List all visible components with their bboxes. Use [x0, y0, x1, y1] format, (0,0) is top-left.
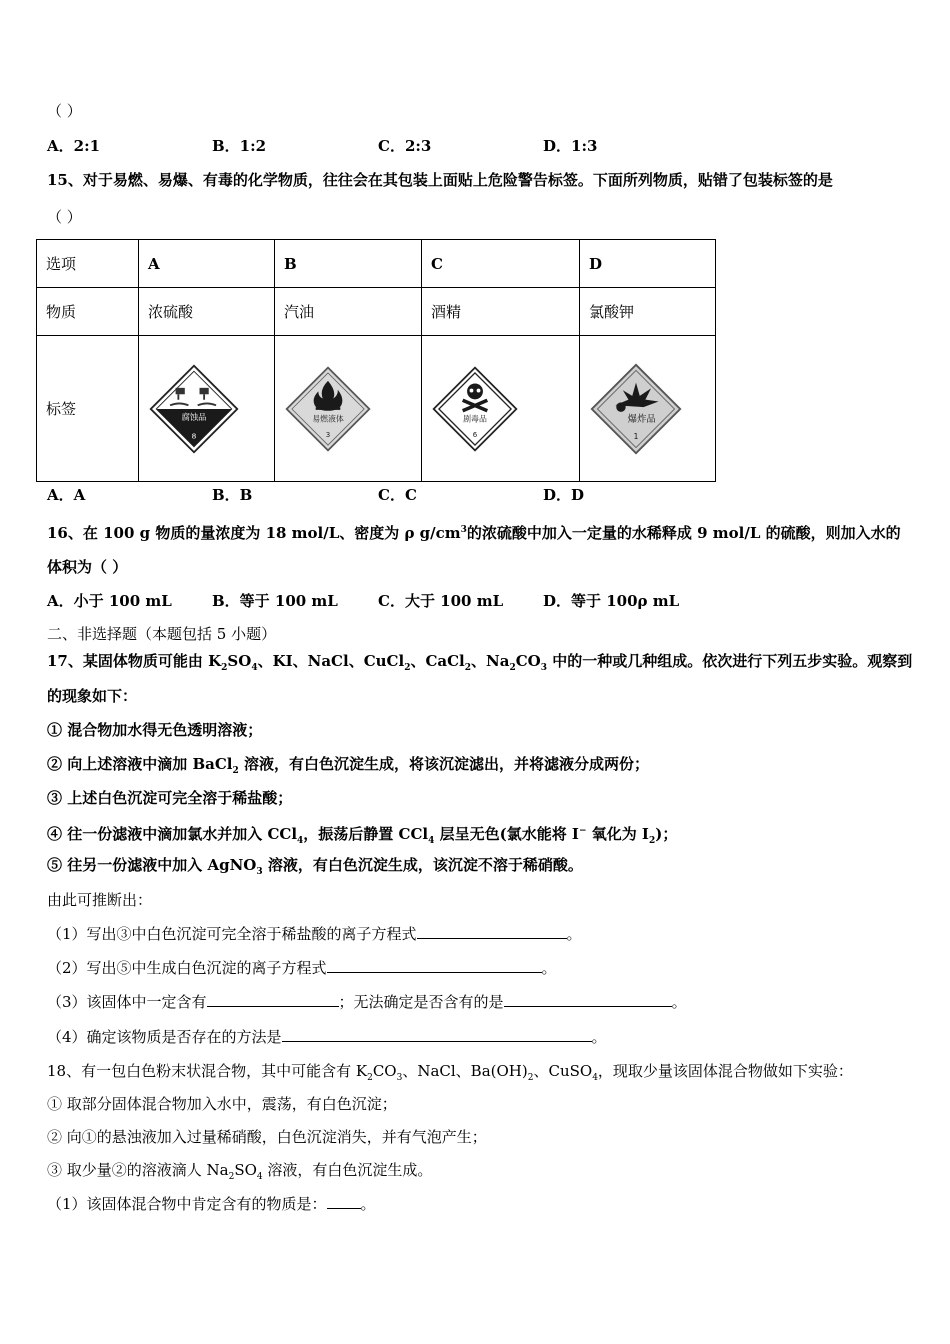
sign-b-number: 3 — [325, 429, 331, 439]
sign-c-number: 6 — [472, 429, 478, 439]
q17-part-3: （3）该固体中一定含有 ；无法确定是否含有的是 。 — [47, 993, 687, 1011]
q16-option-d[interactable]: D．等于 100ρ mL — [543, 592, 680, 610]
q18-step-3: ③ 取少量②的溶液滴人 $Na_2SO_4$ 溶液，有白色沉淀生成。 — [47, 1161, 433, 1182]
q14-option-d[interactable]: D．1:3 — [543, 137, 598, 155]
q14-option-a[interactable]: A．2:1 — [47, 137, 101, 155]
q15-option-d[interactable]: D．D — [543, 486, 585, 504]
q17-step-4: ④ 往一份滤液中滴加氯水并加入 CCl$_4$，振荡后静置 CCl$_4$ 层呈无色(氯水能将 I− 氧化为 $I_2$)； — [47, 825, 678, 846]
substance-b: 汽油 — [275, 288, 422, 336]
q17-answer-blank-2[interactable] — [327, 958, 542, 973]
q17-step-5: ⑤ 往另一份滤液中加入 AgNO$_3$ 溶液，有白色沉淀生成，该沉淀不溶于稀硝酸。 — [47, 856, 583, 877]
section-2-heading: 二、非选择题（本题包括 5 小题） — [47, 625, 277, 643]
q17-stem: 17、某固体物质可能由 $K_2SO_4$、KI、NaCl、CuCl$_2$、CaCl$_2$、$Na_2CO_3$ 中的一种或几种组成。依次进行下列五步实验。观察到 — [47, 652, 913, 673]
q17-part-2: （2）写出⑤中生成白色沉淀的离子方程式 。 — [47, 959, 557, 977]
tag-cell-b — [275, 336, 422, 482]
q15-bracket: （ ） — [47, 208, 82, 226]
tag-cell-d — [580, 336, 716, 482]
sign-d-number: 1 — [633, 431, 639, 441]
q14-bracket: （ ） — [47, 102, 82, 120]
q17-step-1: ① 混合物加水得无色透明溶液； — [47, 721, 263, 739]
q15-option-c[interactable]: C．C — [378, 486, 417, 504]
header-d: D — [580, 240, 716, 288]
header-option: 选项 — [37, 240, 139, 288]
q16-stem-line2: 体积为（ ） — [47, 558, 128, 576]
q17-answer-blank-4[interactable] — [282, 1027, 592, 1042]
q17-infer: 由此可推断出： — [47, 891, 153, 909]
explosive-sign-icon — [589, 362, 683, 456]
q18-stem: 18、有一包白色粉末状混合物，其中可能含有 $K_2CO_3$、NaCl、$Ba(OH)_2$、CuSO$_4$，现取少量该固体混合物做如下实验： — [47, 1062, 853, 1083]
q17-part-1: （1）写出③中白色沉淀可完全溶于稀盐酸的离子方程式 。 — [47, 925, 582, 943]
toxic-sign-icon — [431, 365, 519, 453]
q17-answer-blank-3a[interactable] — [207, 992, 339, 1007]
q17-answer-blank-1[interactable] — [417, 924, 567, 939]
q16-option-a[interactable]: A．小于 100 mL — [47, 592, 172, 610]
q17-step-3: ③ 上述白色沉淀可完全溶于稀盐酸； — [47, 789, 293, 807]
hazard-label-table — [36, 239, 716, 482]
q14-option-b[interactable]: B．1:2 — [212, 137, 267, 155]
sign-c-text: 剧毒品 — [463, 413, 487, 423]
tag-cell-c — [422, 336, 580, 482]
q17-answer-blank-3b[interactable] — [504, 992, 672, 1007]
sign-b-text: 易燃液体 — [312, 413, 344, 423]
tag-row-label: 标签 — [37, 336, 139, 482]
q14-option-c[interactable]: C．2:3 — [378, 137, 432, 155]
q17-step-2: ② 向上述溶液中滴加 BaCl$_2$ 溶液，有白色沉淀生成，将该沉淀滤出，并将滤液分成两份； — [47, 755, 649, 776]
q16-option-c[interactable]: C．大于 100 mL — [378, 592, 504, 610]
q16-option-b[interactable]: B．等于 100 mL — [212, 592, 338, 610]
q17-part-4: （4）确定该物质是否存在的方法是 。 — [47, 1028, 607, 1046]
q15-option-a[interactable]: A．A — [47, 486, 86, 504]
substance-row-label: 物质 — [37, 288, 139, 336]
sign-d-text: 爆炸品 — [627, 413, 656, 425]
header-a: A — [139, 240, 275, 288]
header-c: C — [422, 240, 580, 288]
q18-step-1: ① 取部分固体混合物加入水中，震荡，有白色沉淀； — [47, 1095, 397, 1113]
substance-d: 氯酸钾 — [580, 288, 716, 336]
q17-stem-line2: 的现象如下： — [47, 687, 138, 705]
q16-stem: 16、在 100 g 物质的量浓度为 18 mol/L、密度为 ρ $g/cm^3$的浓硫酸中加入一定量的水稀释成 9 mol/L 的硫酸，则加入水的 — [47, 524, 901, 542]
q18-answer-blank-1[interactable] — [327, 1194, 361, 1209]
substance-c: 酒精 — [422, 288, 580, 336]
q18-part-1: （1）该固体混合物中肯定含有的物质是： 。 — [47, 1195, 376, 1213]
tag-cell-a — [139, 336, 275, 482]
flammable-liquid-sign-icon — [284, 365, 372, 453]
q18-step-2: ② 向①的悬浊液加入过量稀硝酸，白色沉淀消失，并有气泡产生； — [47, 1128, 487, 1146]
substance-a: 浓硫酸 — [139, 288, 275, 336]
header-b: B — [275, 240, 422, 288]
q15-option-b[interactable]: B．B — [212, 486, 253, 504]
sign-a-number: 8 — [191, 430, 197, 440]
q15-stem: 15、对于易燃、易爆、有毒的化学物质，往往会在其包装上面贴上危险警告标签。下面所列物质，贴错了包装标签的是 — [47, 171, 833, 189]
corrosive-sign-icon — [148, 363, 240, 455]
sign-a-text: 腐蚀品 — [181, 411, 207, 422]
